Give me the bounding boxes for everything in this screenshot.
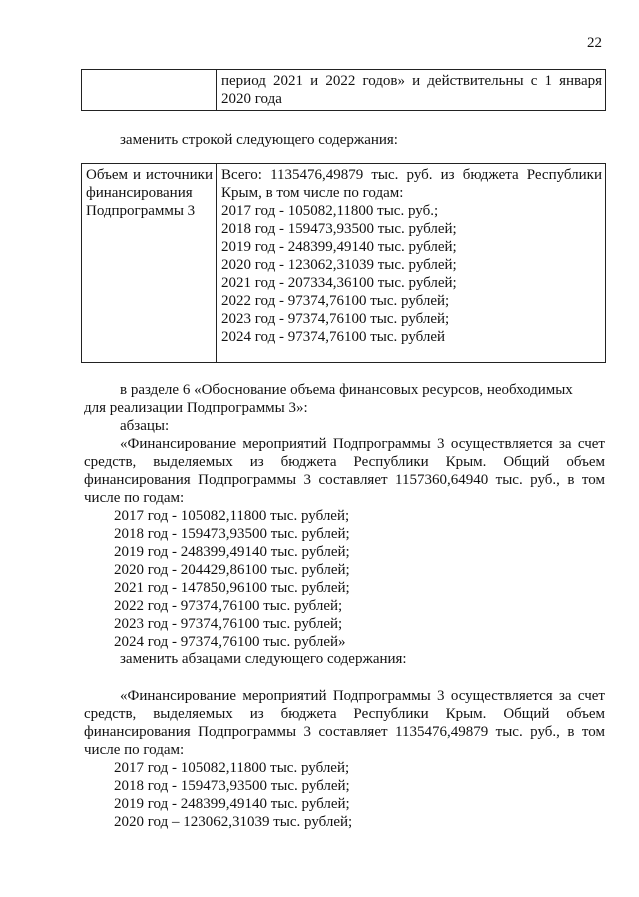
new-year-2018: 2018 год - 159473,93500 тыс. рублей; [114, 778, 350, 794]
section-intro-line-2: для реализации Подпрограммы 3»: [84, 400, 308, 416]
funding-value-line-1: Всего: 1135476,49879 тыс. руб. из бюджета Республики [221, 167, 602, 183]
old-paragraph-line-4: числе по годам: [84, 490, 185, 506]
funding-label-line-3: Подпрограммы 3 [86, 203, 196, 219]
funding-value-line-7: 2021 год - 207334,36100 тыс. рублей; [221, 275, 457, 291]
funding-table [81, 163, 606, 363]
funding-value-line-5: 2019 год - 248399,49140 тыс. рублей; [221, 239, 457, 255]
funding-label-line-1: Объем и источники [86, 167, 213, 183]
new-year-2017: 2017 год - 105082,11800 тыс. рублей; [114, 760, 350, 776]
page-number: 22 [587, 35, 602, 51]
old-year-2017: 2017 год - 105082,11800 тыс. рублей; [114, 508, 350, 524]
old-year-2023: 2023 год - 97374,76100 тыс. рублей; [114, 616, 343, 632]
funding-value-line-8: 2022 год - 97374,76100 тыс. рублей; [221, 293, 450, 309]
funding-value-line-3: 2017 год - 105082,11800 тыс. руб.; [221, 203, 439, 219]
new-paragraph-line-3: финансирования Подпрограммы 3 составляет 1135476,49879 тыс. руб., в том [84, 724, 605, 740]
old-year-2020: 2020 год - 204429,86100 тыс. рублей; [114, 562, 350, 578]
old-funding-paragraph [84, 435, 605, 651]
new-paragraph-line-1: «Финансирование мероприятий Подпрограммы 3 осуществляется за счет [120, 688, 605, 704]
new-year-2019: 2019 год - 248399,49140 тыс. рублей; [114, 796, 350, 812]
funding-value-line-10: 2024 год - 97374,76100 тыс. рублей [221, 329, 446, 345]
funding-value-line-6: 2020 год - 123062,31039 тыс. рублей; [221, 257, 457, 273]
funding-table-value-cell [217, 164, 606, 363]
new-funding-paragraph [84, 687, 605, 831]
funding-value-line-4: 2018 год - 159473,93500 тыс. рублей; [221, 221, 457, 237]
paragraphs-label: абзацы: [120, 418, 170, 434]
section-intro [84, 381, 605, 435]
old-paragraph-line-2: средств, выделяемых из бюджета Республики Крым. Общий объем [84, 454, 605, 470]
previous-table-row [81, 69, 606, 111]
new-paragraph-line-4: числе по годам: [84, 742, 185, 758]
new-paragraph-line-2: средств, выделяемых из бюджета Республики Крым. Общий объем [84, 706, 605, 722]
replace-paragraphs-instruction: заменить абзацами следующего содержания: [120, 651, 407, 667]
section-intro-line-1: в разделе 6 «Обоснование объема финансовых ресурсов, необходимых [120, 382, 573, 398]
old-year-2019: 2019 год - 248399,49140 тыс. рублей; [114, 544, 350, 560]
funding-value-line-9: 2023 год - 97374,76100 тыс. рублей; [221, 311, 450, 327]
table1-right-line-1: период 2021 и 2022 годов» и действительны с 1 января [221, 73, 602, 89]
new-year-2020: 2020 год – 123062,31039 тыс. рублей; [114, 814, 353, 830]
old-paragraph-line-3: финансирования Подпрограммы 3 составляет 1157360,64940 тыс. руб., в том [84, 472, 605, 488]
old-year-2022: 2022 год - 97374,76100 тыс. рублей; [114, 598, 343, 614]
old-year-2021: 2021 год - 147850,96100 тыс. рублей; [114, 580, 350, 596]
old-year-2018: 2018 год - 159473,93500 тыс. рублей; [114, 526, 350, 542]
table1-left-cell [82, 70, 217, 111]
old-paragraph-line-1: «Финансирование мероприятий Подпрограммы 3 осуществляется за счет [120, 436, 605, 452]
funding-value-line-2: Крым, в том числе по годам: [221, 185, 404, 201]
old-year-2024: 2024 год - 97374,76100 тыс. рублей» [114, 634, 346, 650]
replace-row-instruction: заменить строкой следующего содержания: [120, 132, 398, 148]
table1-right-line-2: 2020 года [221, 91, 282, 107]
table1-right-cell [217, 70, 606, 111]
funding-label-line-2: финансирования [86, 185, 193, 201]
funding-table-label-cell [82, 164, 217, 363]
